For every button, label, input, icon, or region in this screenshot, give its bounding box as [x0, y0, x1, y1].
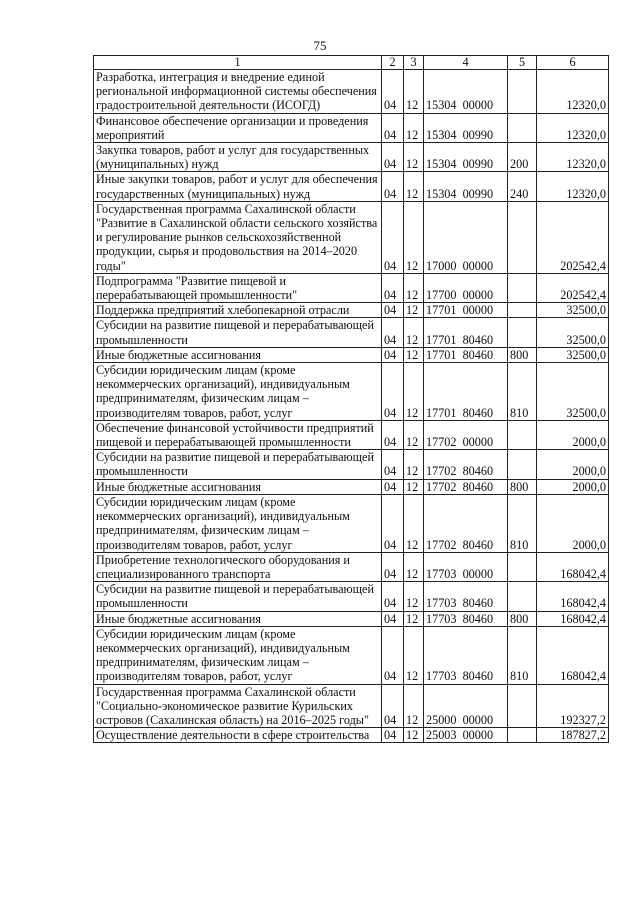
- cell-target-article: 17703 80460: [424, 582, 508, 611]
- cell-podrazdel: 12: [404, 479, 424, 494]
- cell-sum: 2000,0: [537, 479, 609, 494]
- cell-razdel: 04: [382, 479, 404, 494]
- cell-sum: 2000,0: [537, 494, 609, 552]
- cell-target-article: 17701 80460: [424, 363, 508, 421]
- budget-table: [93, 55, 609, 743]
- cell-target-article: 15304 00990: [424, 172, 508, 201]
- cell-target-article: 15304 00990: [424, 113, 508, 142]
- cell-name: Иные бюджетные ассигнования: [94, 347, 382, 362]
- cell-expense-type: [508, 450, 537, 479]
- cell-expense-type: 800: [508, 479, 537, 494]
- cell-expense-type: 200: [508, 143, 537, 172]
- table-row: [94, 303, 609, 318]
- cell-razdel: 04: [382, 172, 404, 201]
- cell-podrazdel: 12: [404, 143, 424, 172]
- cell-sum: 12320,0: [537, 70, 609, 114]
- cell-razdel: 04: [382, 728, 404, 743]
- table-row: [94, 611, 609, 626]
- table-row: [94, 143, 609, 172]
- cell-target-article: 15304 00990: [424, 143, 508, 172]
- cell-sum: 168042,4: [537, 611, 609, 626]
- table-row: [94, 552, 609, 581]
- cell-sum: 192327,2: [537, 684, 609, 728]
- cell-target-article: 17701 80460: [424, 347, 508, 362]
- cell-podrazdel: 12: [404, 684, 424, 728]
- cell-name: Субсидии юридическим лицам (кроме некоммерческих организаций), индивидуальным предпринимателям, физическим лицам – производителям товаров, работ, услуг: [94, 494, 382, 552]
- cell-podrazdel: 12: [404, 363, 424, 421]
- cell-target-article: 25000 00000: [424, 684, 508, 728]
- cell-expense-type: [508, 728, 537, 743]
- cell-sum: 12320,0: [537, 143, 609, 172]
- cell-podrazdel: 12: [404, 318, 424, 347]
- cell-sum: 32500,0: [537, 347, 609, 362]
- cell-name: Финансовое обеспечение организации и проведения мероприятий: [94, 113, 382, 142]
- cell-expense-type: 810: [508, 494, 537, 552]
- cell-razdel: 04: [382, 70, 404, 114]
- cell-expense-type: [508, 303, 537, 318]
- cell-name: Субсидии юридическим лицам (кроме некоммерческих организаций), индивидуальным предпринимателям, физическим лицам – производителям товаров, работ, услуг: [94, 363, 382, 421]
- table-row: [94, 201, 609, 273]
- cell-razdel: 04: [382, 143, 404, 172]
- cell-podrazdel: 12: [404, 611, 424, 626]
- cell-razdel: 04: [382, 303, 404, 318]
- cell-sum: 32500,0: [537, 318, 609, 347]
- cell-target-article: 17000 00000: [424, 201, 508, 273]
- cell-name: Иные бюджетные ассигнования: [94, 479, 382, 494]
- page-number: 75: [313, 38, 327, 53]
- cell-target-article: 17703 00000: [424, 552, 508, 581]
- table-row: [94, 582, 609, 611]
- header-cell: 3: [404, 56, 424, 70]
- cell-sum: 2000,0: [537, 450, 609, 479]
- cell-podrazdel: 12: [404, 113, 424, 142]
- cell-razdel: 04: [382, 582, 404, 611]
- cell-expense-type: [508, 582, 537, 611]
- cell-expense-type: 800: [508, 347, 537, 362]
- cell-target-article: 17703 80460: [424, 626, 508, 684]
- cell-sum: 12320,0: [537, 172, 609, 201]
- cell-razdel: 04: [382, 450, 404, 479]
- cell-sum: 32500,0: [537, 363, 609, 421]
- header-cell: 1: [94, 56, 382, 70]
- table-row: [94, 684, 609, 728]
- cell-expense-type: [508, 273, 537, 302]
- table-row: [94, 113, 609, 142]
- table-row: [94, 70, 609, 114]
- cell-razdel: 04: [382, 201, 404, 273]
- cell-podrazdel: 12: [404, 420, 424, 449]
- cell-target-article: 25003 00000: [424, 728, 508, 743]
- table-header-row: [94, 56, 609, 70]
- table-row: [94, 273, 609, 302]
- table-row: [94, 172, 609, 201]
- cell-razdel: 04: [382, 273, 404, 302]
- table-row: [94, 479, 609, 494]
- table-row: [94, 494, 609, 552]
- cell-podrazdel: 12: [404, 728, 424, 743]
- cell-expense-type: [508, 70, 537, 114]
- cell-expense-type: [508, 420, 537, 449]
- cell-razdel: 04: [382, 420, 404, 449]
- cell-podrazdel: 12: [404, 626, 424, 684]
- cell-sum: 32500,0: [537, 303, 609, 318]
- cell-name: Субсидии на развитие пищевой и перерабатывающей промышленности: [94, 450, 382, 479]
- cell-expense-type: [508, 201, 537, 273]
- cell-name: Субсидии на развитие пищевой и перерабатывающей промышленности: [94, 318, 382, 347]
- cell-name: Иные бюджетные ассигнования: [94, 611, 382, 626]
- cell-name: Приобретение технологического оборудования и специализированного транспорта: [94, 552, 382, 581]
- cell-razdel: 04: [382, 318, 404, 347]
- cell-expense-type: 800: [508, 611, 537, 626]
- cell-podrazdel: 12: [404, 303, 424, 318]
- cell-expense-type: [508, 113, 537, 142]
- cell-expense-type: 240: [508, 172, 537, 201]
- cell-target-article: 17702 80460: [424, 479, 508, 494]
- cell-razdel: 04: [382, 626, 404, 684]
- cell-razdel: 04: [382, 684, 404, 728]
- cell-expense-type: 810: [508, 363, 537, 421]
- cell-podrazdel: 12: [404, 201, 424, 273]
- cell-podrazdel: 12: [404, 582, 424, 611]
- cell-razdel: 04: [382, 494, 404, 552]
- cell-podrazdel: 12: [404, 450, 424, 479]
- cell-name: Разработка, интеграция и внедрение единой региональной информационной системы обеспечения градостроительной деятельности (ИСОГД): [94, 70, 382, 114]
- cell-razdel: 04: [382, 363, 404, 421]
- cell-podrazdel: 12: [404, 552, 424, 581]
- header-cell: 2: [382, 56, 404, 70]
- header-cell: 4: [424, 56, 508, 70]
- cell-expense-type: [508, 684, 537, 728]
- table-row: [94, 347, 609, 362]
- cell-name: Субсидии юридическим лицам (кроме некоммерческих организаций), индивидуальным предпринимателям, физическим лицам – производителям товаров, работ, услуг: [94, 626, 382, 684]
- cell-expense-type: 810: [508, 626, 537, 684]
- cell-razdel: 04: [382, 113, 404, 142]
- cell-sum: 168042,4: [537, 552, 609, 581]
- cell-podrazdel: 12: [404, 347, 424, 362]
- table-row: [94, 728, 609, 743]
- table-row: [94, 363, 609, 421]
- table-row: [94, 626, 609, 684]
- cell-razdel: 04: [382, 552, 404, 581]
- cell-name: Обеспечение финансовой устойчивости предприятий пищевой и перерабатывающей промышленности: [94, 420, 382, 449]
- cell-sum: 12320,0: [537, 113, 609, 142]
- cell-name: Государственная программа Сахалинской области "Социально-экономическое развитие Курильских островов (Сахалинская область) на 2016–2025 годы": [94, 684, 382, 728]
- cell-sum: 168042,4: [537, 626, 609, 684]
- table-row: [94, 420, 609, 449]
- cell-sum: 202542,4: [537, 201, 609, 273]
- cell-name: Закупка товаров, работ и услуг для государственных (муниципальных) нужд: [94, 143, 382, 172]
- header-cell: 6: [537, 56, 609, 70]
- cell-target-article: 17700 00000: [424, 273, 508, 302]
- cell-razdel: 04: [382, 611, 404, 626]
- cell-target-article: 17702 80460: [424, 494, 508, 552]
- cell-target-article: 17702 00000: [424, 420, 508, 449]
- header-cell: 5: [508, 56, 537, 70]
- cell-razdel: 04: [382, 347, 404, 362]
- cell-target-article: 17701 80460: [424, 318, 508, 347]
- cell-target-article: 17703 80460: [424, 611, 508, 626]
- cell-sum: 202542,4: [537, 273, 609, 302]
- cell-podrazdel: 12: [404, 172, 424, 201]
- cell-podrazdel: 12: [404, 494, 424, 552]
- cell-expense-type: [508, 552, 537, 581]
- cell-sum: 2000,0: [537, 420, 609, 449]
- cell-sum: 168042,4: [537, 582, 609, 611]
- cell-expense-type: [508, 318, 537, 347]
- cell-podrazdel: 12: [404, 273, 424, 302]
- cell-name: Осуществление деятельности в сфере строительства: [94, 728, 382, 743]
- table-row: [94, 450, 609, 479]
- cell-podrazdel: 12: [404, 70, 424, 114]
- cell-sum: 187827,2: [537, 728, 609, 743]
- cell-target-article: 17702 80460: [424, 450, 508, 479]
- table-row: [94, 318, 609, 347]
- cell-name: Иные закупки товаров, работ и услуг для обеспечения государственных (муниципальных) нужд: [94, 172, 382, 201]
- cell-name: Поддержка предприятий хлебопекарной отрасли: [94, 303, 382, 318]
- cell-target-article: 17701 00000: [424, 303, 508, 318]
- cell-name: Субсидии на развитие пищевой и перерабатывающей промышленности: [94, 582, 382, 611]
- cell-name: Государственная программа Сахалинской области "Развитие в Сахалинской области сельского хозяйства и регулирование рынков сельскохозяйственной продукции, сырья и продовольствия на 2014–2020 годы": [94, 201, 382, 273]
- cell-target-article: 15304 00000: [424, 70, 508, 114]
- cell-name: Подпрограмма "Развитие пищевой и перерабатывающей промышленности": [94, 273, 382, 302]
